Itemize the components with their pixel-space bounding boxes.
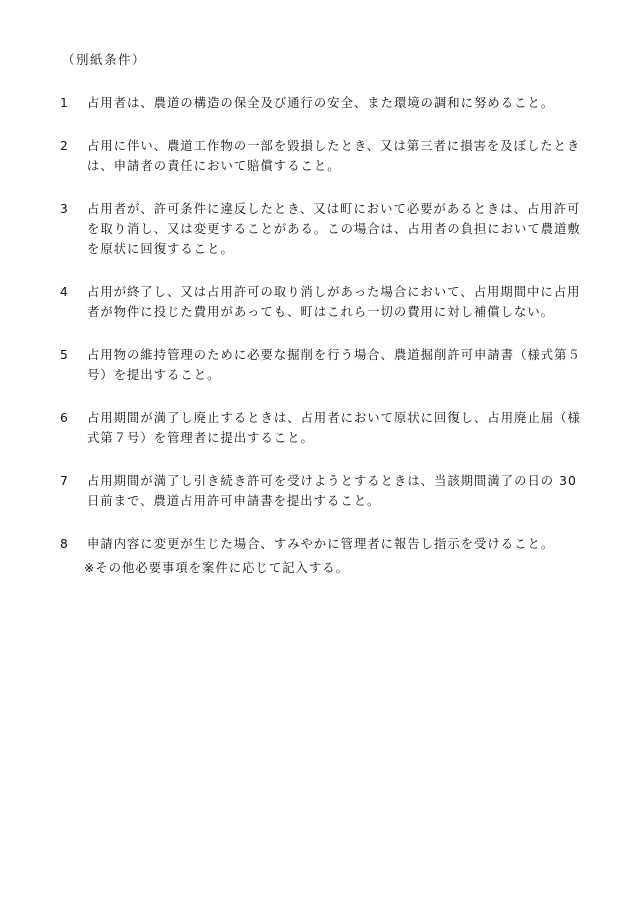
condition-item: [60, 199, 588, 259]
condition-number: 5: [60, 348, 69, 362]
condition-number: 8: [60, 537, 69, 551]
condition-item: [60, 534, 588, 554]
condition-number: 3: [60, 202, 69, 216]
condition-number: 4: [60, 285, 69, 299]
condition-number: 2: [60, 139, 69, 153]
condition-text: 占用者が、許可条件に違反したとき、又は町において必要があるときは、占用許可を取り消し、又は変更することがある。この場合は、占用者の負担において農道敷を原状に回復すること。: [87, 202, 581, 256]
condition-item: [60, 345, 588, 385]
condition-item: [60, 136, 588, 176]
condition-number: 7: [60, 474, 69, 488]
condition-item: [60, 93, 588, 113]
condition-text: 占用に伴い、農道工作物の一部を毀損したとき、又は第三者に損害を及ぼしたときは、申請者の責任において賠償すること。: [87, 139, 581, 173]
condition-text: 占用期間が満了し廃止するときは、占用者において原状に回復し、占用廃止届（様式第７号）を管理者に提出すること。: [87, 411, 581, 445]
supplementary-note: ※その他必要事項を案件に応じて記入する。: [84, 561, 349, 575]
condition-text: 申請内容に変更が生じた場合、すみやかに管理者に報告し指示を受けること。: [87, 537, 555, 551]
condition-text: 占用者は、農道の構造の保全及び通行の安全、また環境の調和に努めること。: [87, 96, 555, 110]
condition-text: 占用物の維持管理のために必要な掘削を行う場合、農道掘削許可申請書（様式第５号）を提出すること。: [87, 348, 581, 382]
condition-text: 占用期間が満了し引き続き許可を受けようとするときは、当該期間満了の日の 30 日前まで、農道占用許可申請書を提出すること。: [87, 474, 577, 508]
condition-text: 占用が終了し、又は占用許可の取り消しがあった場合において、占用期間中に占用者が物件に投じた費用があっても、町はこれら一切の費用に対し補償しない。: [87, 285, 581, 319]
condition-item: [60, 471, 588, 511]
conditions-list: [60, 93, 588, 554]
condition-number: 1: [60, 96, 69, 110]
condition-number: 6: [60, 411, 69, 425]
condition-item: [60, 408, 588, 448]
condition-item: [60, 282, 588, 322]
document-heading: （別紙条件）: [62, 52, 147, 67]
